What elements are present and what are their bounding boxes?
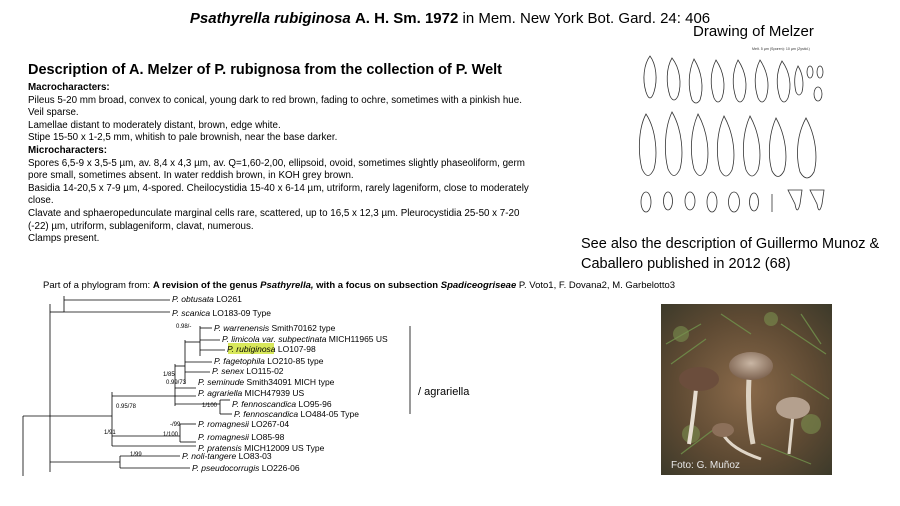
description-title: Description of A. Melzer of P. rubignosa from the collection of P. Welt: [28, 62, 502, 78]
taxon-label: P. fennoscandica LO484-05 Type: [234, 409, 359, 419]
micro-basidia: Basidia 14-20,5 x 7-9 µm, 4-spored. Cheilocystidia 15-40 x 6-14 µm, utriform, rarely lageniform, close to moderately close.: [28, 182, 529, 207]
description-body: [28, 82, 538, 246]
macro-heading: Macrocharacters:: [28, 82, 110, 93]
micro-heading: Microcharacters:: [28, 144, 107, 156]
taxon-label: P. fagetophila LO210-85 type: [214, 356, 324, 366]
support-value: 0.98/-: [176, 324, 192, 330]
taxon-label: P. romagnesii LO267-04: [198, 419, 290, 429]
drawing-scale-note: Melt. 5 µm (Sporen): 10 µm (Zystid.): [752, 47, 810, 51]
macro-pileus: Pileus 5-20 mm broad, convex to conical, young dark to red brown, fading to ochre, sometimes with a pinkish hue. Veil sparse.: [28, 94, 522, 119]
cystidia-row-1: [644, 56, 823, 103]
taxon-label: P. pseudocorrugis LO226-06: [192, 463, 300, 473]
species-author: A. H. Sm. 1972: [354, 10, 459, 27]
see-also-note: See also the description of Guillermo Munoz & Caballero published in 2012 (68): [581, 236, 880, 272]
macro-lamellae: Lamellae distant to moderately distant, brown, edge white.: [28, 119, 281, 131]
taxon-label: P. pratensis MICH12009 US Type: [198, 443, 325, 453]
drawing-title: Drawing of Melzer: [693, 23, 814, 40]
macro-stipe: Stipe 15-50 x 1-2,5 mm, whitish to pale brownish, near the base darker.: [28, 132, 338, 144]
micro-marginal-cells: Clavate and sphaeropedunculate marginal cells rare, scattered, up to 16,5 x 12,3 µm. Pleurocystidia 25-50 x 7-20 (-22) µm, utriform, sublageniform, clavat, numerous.: [28, 207, 520, 232]
taxa-labels: [172, 296, 388, 473]
support-value: 1/99: [130, 452, 142, 458]
support-value: 1/91: [104, 430, 116, 436]
taxon-label: P. agrariella MICH47939 US: [198, 388, 305, 398]
taxon-label: P. seminude Smith34091 MICH type: [198, 377, 335, 387]
support-value: 1/100: [202, 403, 218, 409]
taxon-label: P. senex LO115-02: [212, 366, 284, 376]
taxon-label: P. romagnesii LO85-98: [198, 432, 285, 442]
cystidia-row-2: [639, 112, 816, 178]
phylogram-caption: Part of a phylogram from: A revision of the genus Psathyrella, with a focus on subsection Spadiceogriseae P. Voto1, F. Dovana2, M. Garbelotto3: [43, 280, 676, 291]
support-value: -/99: [170, 422, 181, 428]
microscopy-drawing: [632, 44, 832, 224]
photo-credit: Foto: G. Muñoz: [671, 460, 740, 471]
micro-clamps: Clamps present.: [28, 233, 100, 245]
clade-label: / agrariella: [418, 386, 470, 398]
spores-basidia-row: [641, 190, 824, 212]
mushroom-photo: [661, 304, 832, 475]
micro-spores: Spores 6,5-9 x 3,5-5 µm, av. 8,4 x 4,3 µm, av. Q=1,60-2,00, ellipsoid, ovoid, sometimes slightly phaseoliform, germ pore small, sometimes absent. In water reddish brown, in KOH grey brown.: [28, 157, 525, 182]
species-name: Psathyrella rubiginosa: [189, 10, 351, 27]
taxon-label-highlighted: P. rubiginosa LO107-98: [227, 344, 316, 354]
taxon-label: P. noli-tangere LO83-03: [182, 451, 272, 461]
taxon-label: P. obtusata LO261: [172, 296, 242, 304]
support-value: 1/100: [163, 432, 179, 438]
phylogram-tree: [20, 296, 420, 476]
support-value: 0.99/73: [166, 380, 187, 386]
support-value: 1/85: [163, 372, 175, 378]
taxon-label: P. limicola var. subpectinata MICH11965 US: [222, 334, 388, 344]
citation: in Mem. New York Bot. Gard. 24: 406: [462, 10, 711, 27]
taxon-label: P. warrenensis Smith70162 type: [214, 323, 336, 333]
support-value: 0.95/78: [116, 404, 137, 410]
taxon-label: P. fennoscandica LO95-96: [232, 399, 332, 409]
taxon-label: P. scanica LO183-09 Type: [172, 308, 271, 318]
